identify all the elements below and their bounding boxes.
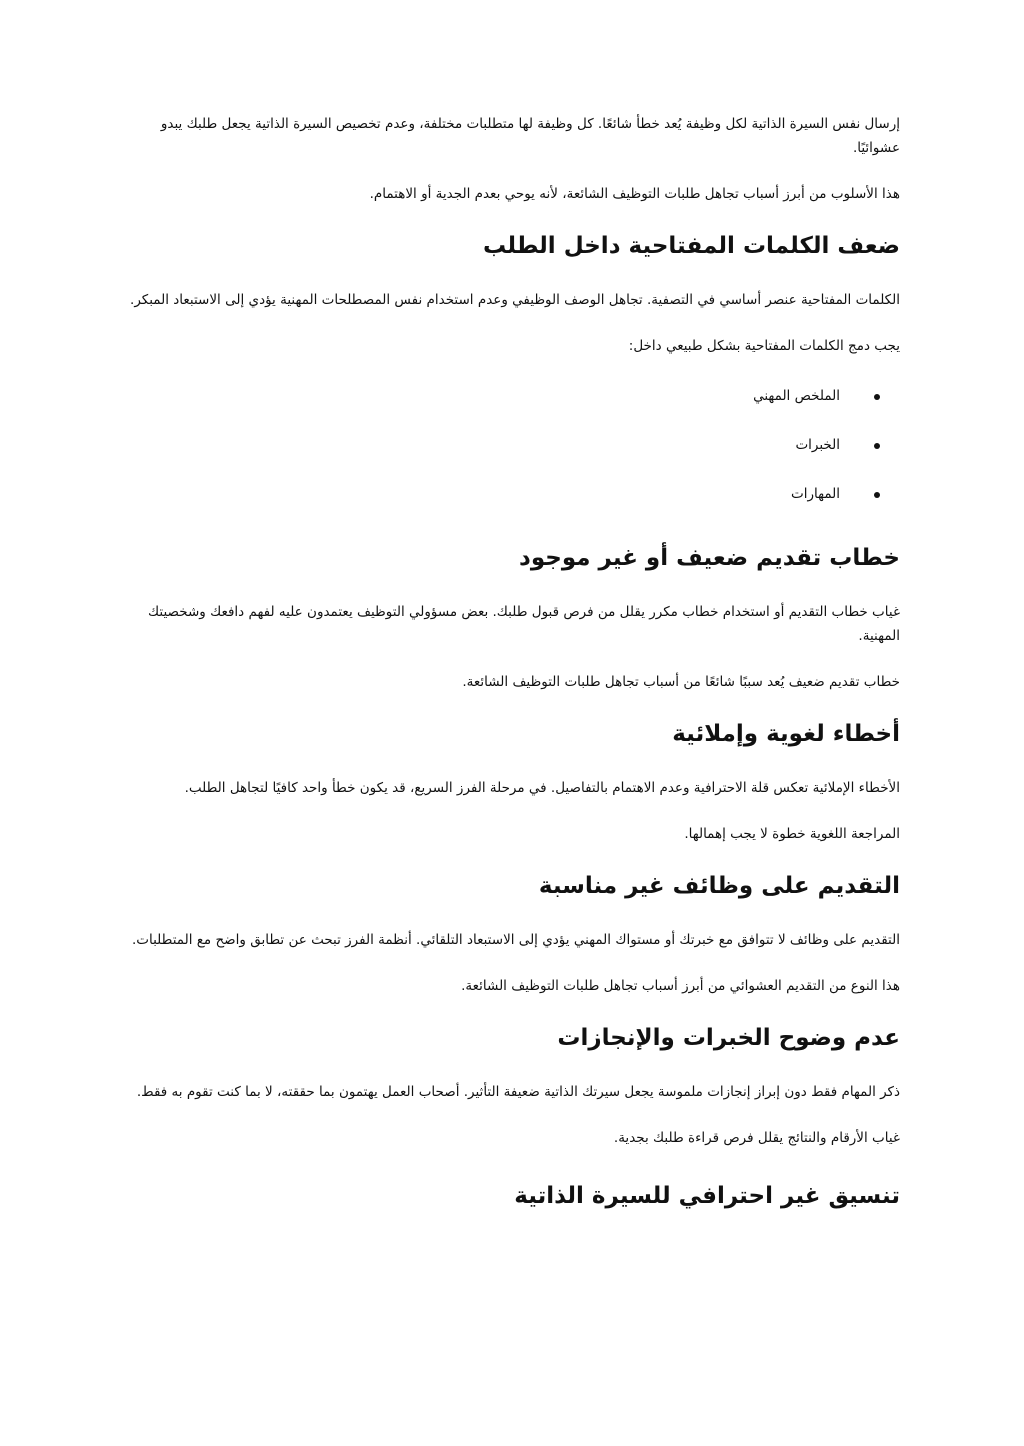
list-item xyxy=(124,384,840,408)
heading-errors: أخطاء لغوية وإملائية xyxy=(672,721,900,747)
heading-cover-letter: خطاب تقديم ضعيف أو غير موجود xyxy=(519,545,900,571)
unsuitable-paragraph-2: هذا النوع من التقديم العشوائي من أبرز أسباب تجاهل طلبات التوظيف الشائعة. xyxy=(461,978,900,994)
errors-paragraph-1: الأخطاء الإملائية تعكس قلة الاحترافية وعدم الاهتمام بالتفاصيل. في مرحلة الفرز السريع، قد يكون خطأ واحد كافيًا لتجاهل الطلب. xyxy=(184,780,900,796)
heading-formatting: تنسيق غير احترافي للسيرة الذاتية xyxy=(514,1183,900,1209)
achievements-paragraph-2: غياب الأرقام والنتائج يقلل فرص قراءة طلبك بجدية. xyxy=(613,1130,900,1146)
unsuitable-paragraph-1: التقديم على وظائف لا تتوافق مع خبرتك أو مستواك المهني يؤدي إلى الاستبعاد التلقائي. أنظمة الفرز تبحث عن تطابق واضح مع المتطلبات. xyxy=(131,932,900,948)
keywords-paragraph-2: يجب دمج الكلمات المفتاحية بشكل طبيعي داخل: xyxy=(628,338,900,354)
bullet-icon xyxy=(874,394,880,400)
list-item-text: المهارات xyxy=(791,486,840,502)
bullet-icon xyxy=(874,492,880,498)
intro-paragraph-1: إرسال نفس السيرة الذاتية لكل وظيفة يُعد خطأ شائعًا. كل وظيفة لها متطلبات مختلفة، وعدم تخصيص السيرة الذاتية يجعل طلبك يبدو عشوائيًا. xyxy=(160,116,900,156)
cover-letter-paragraph-2: خطاب تقديم ضعيف يُعد سببًا شائعًا من أسباب تجاهل طلبات التوظيف الشائعة. xyxy=(462,674,900,690)
document-page xyxy=(124,112,900,1238)
achievements-paragraph-1: ذكر المهام فقط دون إبراز إنجازات ملموسة يجعل سيرتك الذاتية ضعيفة التأثير. أصحاب العمل يهتمون بما حققته، لا بما كنت تقوم به فقط. xyxy=(136,1084,900,1100)
keywords-list xyxy=(124,384,900,506)
cover-letter-paragraph-1: غياب خطاب التقديم أو استخدام خطاب مكرر يقلل من فرص قبول طلبك. بعض مسؤولي التوظيف يعتمدون عليه لفهم دافعك وشخصيتك المهنية. xyxy=(148,604,900,644)
list-item-text: الخبرات xyxy=(795,437,840,453)
intro-paragraph-2: هذا الأسلوب من أبرز أسباب تجاهل طلبات التوظيف الشائعة، لأنه يوحي بعدم الجدية أو الاهتمام. xyxy=(369,186,900,202)
bullet-icon xyxy=(874,443,880,449)
heading-unsuitable: التقديم على وظائف غير مناسبة xyxy=(538,873,900,899)
errors-paragraph-2: المراجعة اللغوية خطوة لا يجب إهمالها. xyxy=(684,826,900,842)
heading-achievements: عدم وضوح الخبرات والإنجازات xyxy=(557,1025,900,1051)
heading-keywords: ضعف الكلمات المفتاحية داخل الطلب xyxy=(483,233,900,259)
list-item-text: الملخص المهني xyxy=(753,388,840,404)
list-item xyxy=(124,433,840,457)
list-item xyxy=(124,482,840,506)
keywords-paragraph-1: الكلمات المفتاحية عنصر أساسي في التصفية. تجاهل الوصف الوظيفي وعدم استخدام نفس المصطلحات المهنية يؤدي إلى الاستبعاد المبكر. xyxy=(130,292,900,308)
